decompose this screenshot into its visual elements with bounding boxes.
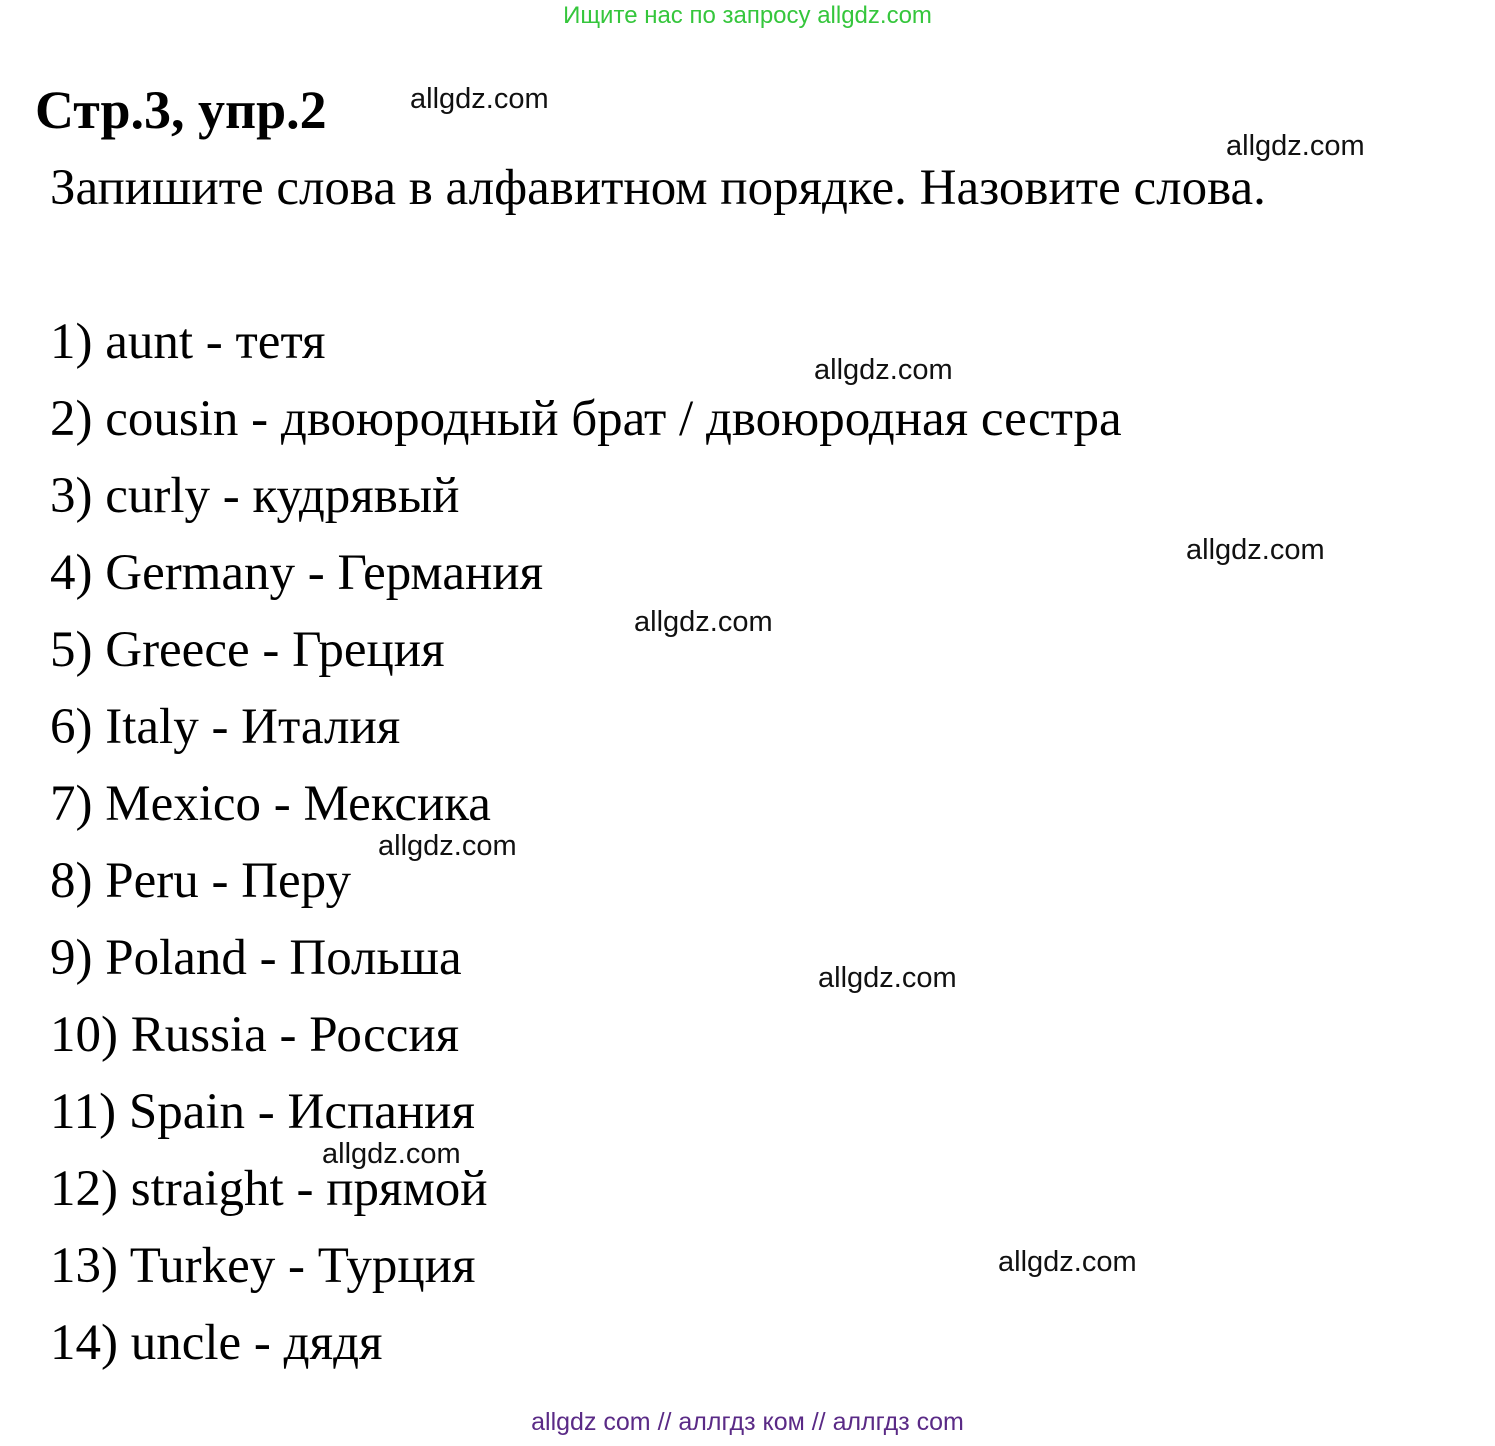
answer-item: 11) Spain - Испания [50,1084,475,1140]
answer-item: 5) Greece - Греция [50,622,445,678]
task-instruction: Запишите слова в алфавитном порядке. Назовите слова. [50,160,1266,216]
watermark: allgdz.com [814,354,953,386]
watermark: allgdz.com [322,1138,461,1170]
watermark: allgdz.com [410,83,549,115]
answer-list [50,310,1122,1388]
search-banner: Ищите нас по запросу allgdz.com [563,2,932,29]
watermark: allgdz.com [634,606,773,638]
answer-item: 1) aunt - тетя [50,314,326,370]
watermark: allgdz.com [1226,130,1365,162]
watermark: allgdz.com [378,830,517,862]
answer-item: 9) Poland - Польша [50,930,462,986]
footer-watermark: allgdz com // аллгдз ком // аллгдз com [531,1408,964,1436]
watermark: allgdz.com [818,962,957,994]
answer-item: 10) Russia - Россия [50,1007,460,1063]
answer-item: 8) Peru - Перу [50,853,351,909]
answer-item: 2) cousin - двоюродный брат / двоюродная сестра [50,391,1122,447]
answer-item: 12) straight - прямой [50,1161,488,1217]
answer-item: 7) Mexico - Мексика [50,776,491,832]
page-title: Стр.3, упр.2 [35,80,327,140]
answer-item: 13) Turkey - Турция [50,1238,476,1294]
answer-item: 4) Germany - Германия [50,545,544,601]
answer-item: 14) uncle - дядя [50,1315,383,1371]
watermark: allgdz.com [1186,534,1325,566]
answer-item: 3) curly - кудрявый [50,468,460,524]
answer-item: 6) Italy - Италия [50,699,401,755]
watermark: allgdz.com [998,1246,1137,1278]
